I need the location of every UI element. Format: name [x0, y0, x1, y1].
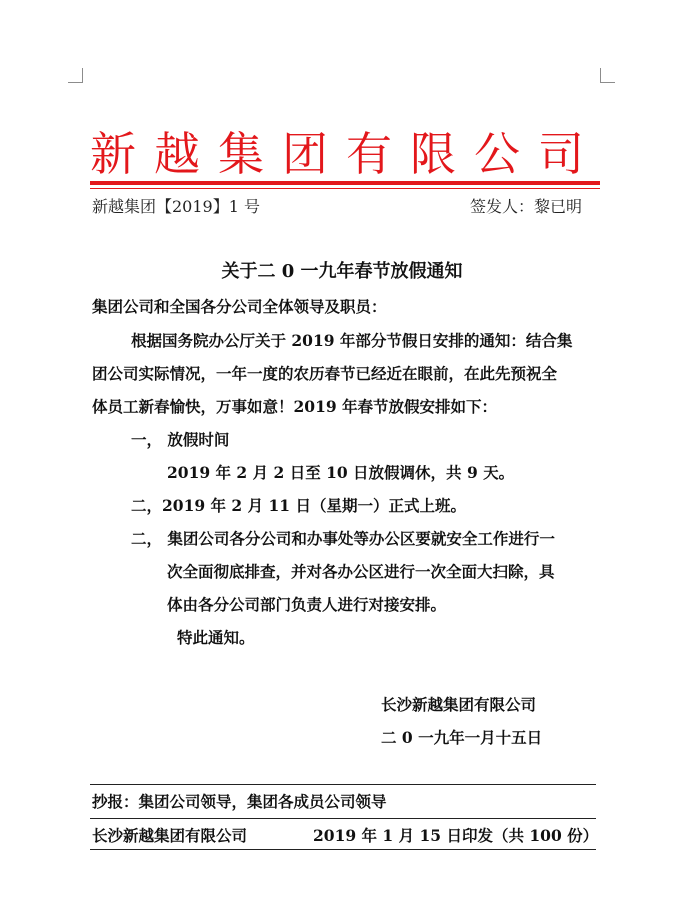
item2: 二，2019 年 2 月 11 日（星期一）正式上班。: [131, 496, 466, 515]
item3-line-3: 体由各分公司部门负责人进行对接安排。: [167, 595, 447, 614]
crop-mark-top-left: [68, 68, 83, 83]
signer: 签发人：黎已明: [470, 197, 583, 216]
org-title: 新越集团有限公司: [90, 127, 602, 181]
signature-company: 长沙新越集团有限公司: [381, 695, 537, 714]
intro-line-3: 体员工新春愉快，万事如意！2019 年春节放假安排如下：: [92, 397, 498, 416]
print-info: 2019 年 1 月 15 日印发（共 100 份）: [313, 826, 599, 845]
red-rule-thick: [90, 181, 600, 185]
signature-date: 二 0 一九年一月十五日: [381, 728, 543, 747]
closing: 特此通知。: [177, 628, 255, 647]
doc-number: 新越集团【2019】1 号: [92, 197, 260, 216]
item3-line-2: 次全面彻底排查，并对各办公区进行一次全面大扫除，具: [167, 562, 555, 581]
salutation: 集团公司和全国各分公司全体领导及职员：: [92, 297, 387, 316]
intro-line-1: 根据国务院办公厅关于 2019 年部分节假日安排的通知：结合集: [131, 331, 573, 350]
cc-line: 抄报：集团公司领导，集团各成员公司领导: [92, 792, 387, 811]
item1-heading: 一， 放假时间: [131, 430, 230, 449]
intro-line-2: 团公司实际情况，一年一度的农历春节已经近在眼前，在此先预祝全: [92, 364, 558, 383]
notice-title: 关于二 0 一九年春节放假通知: [221, 261, 463, 282]
item3-line-1: 二， 集团公司各分公司和办事处等办公区要就安全工作进行一: [131, 529, 555, 548]
footer-rule-1: [90, 784, 596, 785]
crop-mark-top-right: [600, 68, 615, 83]
footer-rule-2: [90, 818, 596, 819]
issuer: 长沙新越集团有限公司: [92, 826, 248, 845]
item1-detail: 2019 年 2 月 2 日至 10 日放假调休，共 9 天。: [167, 463, 515, 482]
footer-rule-3: [90, 849, 596, 850]
red-rule-thin: [90, 188, 600, 189]
